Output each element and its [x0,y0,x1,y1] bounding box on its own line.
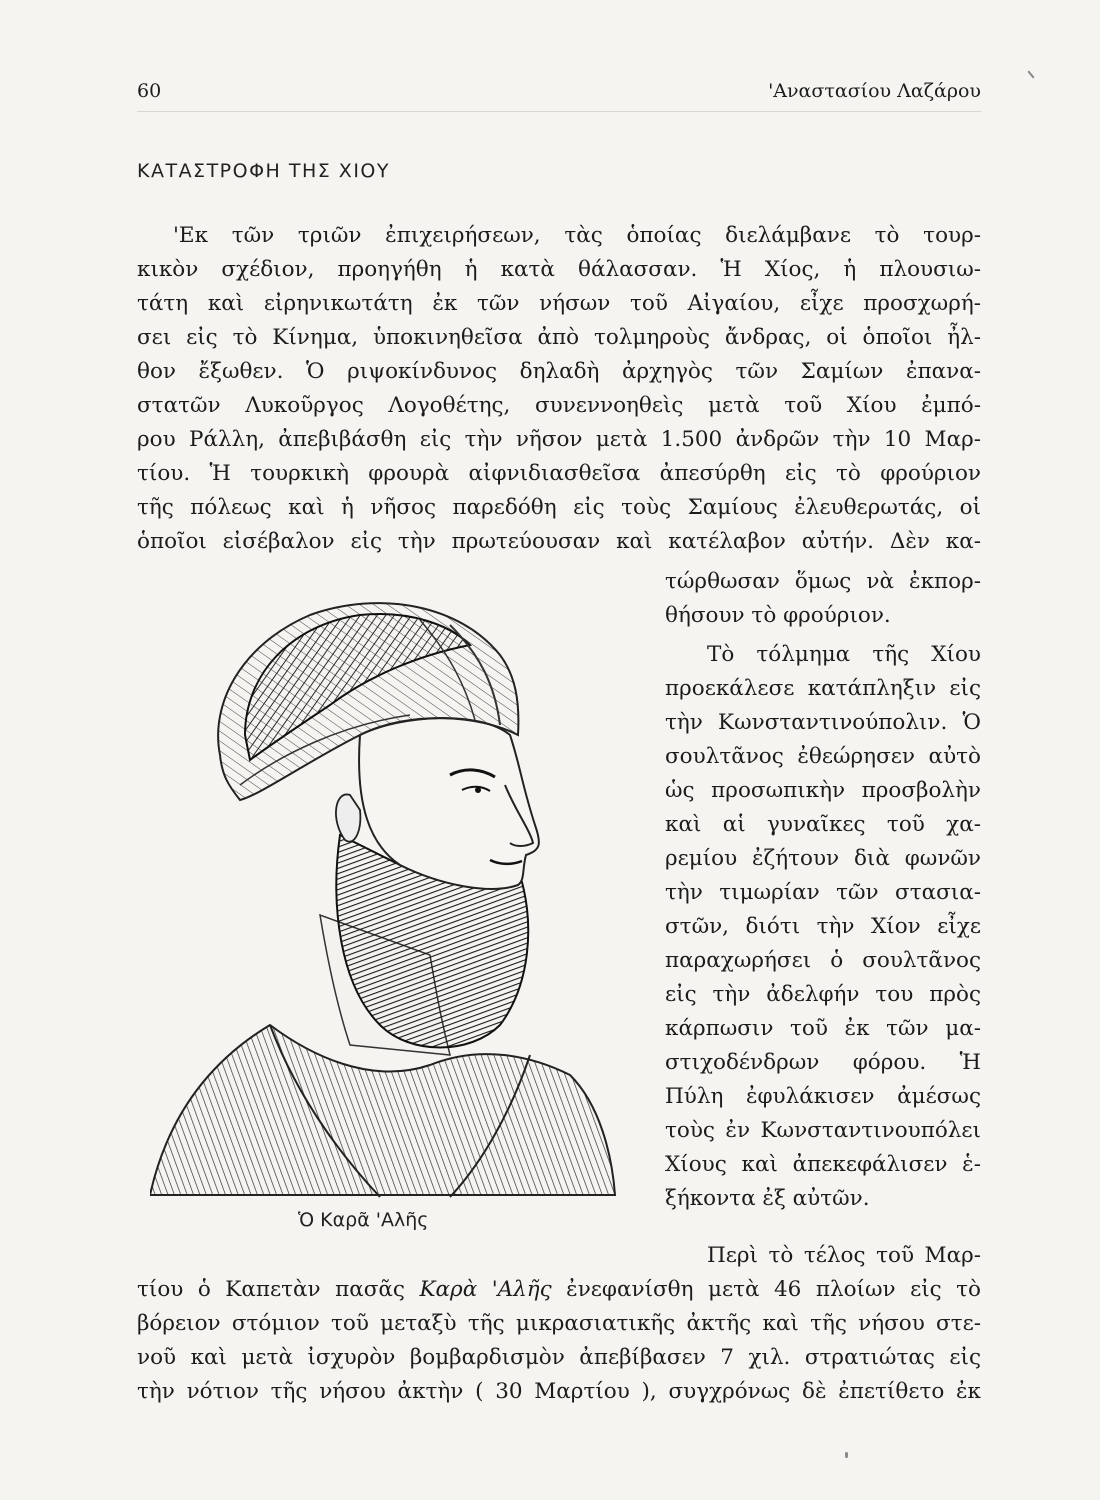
column-text-line: στιχοδένδρων φόρου. Ἡ [665,1050,981,1075]
text-line: θον ἔξωθεν. Ὁ ριψοκίνδυνος δηλαδὴ ἀρχηγὸς τῶν Σαμίων ἐπανα- [137,359,981,384]
column-text-line: Περὶ τὸ τέλος τοῦ Μαρ- [707,1243,981,1268]
text-segment: ἐνεφανίσθη μετὰ 46 πλοίων εἰς τὸ [551,1277,982,1302]
column-text-line: κάρπωσιν τοῦ ἐκ τῶν μα- [665,1016,981,1041]
column-text-line: ξήκοντα ἐξ αὐτῶν. [665,1186,870,1211]
column-text-line: θήσουν τὸ φρούριον. [665,603,891,628]
column-text-line: Χίους καὶ ἀπεκεφάλισεν ἑ- [665,1152,981,1177]
page-number: 60 [137,80,162,102]
text-segment: τίου ὁ Καπετὰν πασᾶς [137,1277,420,1302]
column-text-line: Τὸ τόλμημα τῆς Χίου [707,642,981,667]
column-text-line: προεκάλεσε κατάπληξιν εἰς [665,676,981,701]
portrait-engraving [150,585,620,1200]
column-text-line: ρεμίου ἐζήτουν διὰ φωνῶν [665,846,981,871]
column-text-line: στῶν, διότι τὴν Χίον εἶχε [665,914,981,939]
column-text-line: ὡς προσωπικὴν προσβολὴν [665,778,981,803]
section-title: ΚΑΤΑΣΤΡΟΦΗ ΤΗΣ ΧΙΟΥ [137,160,390,182]
text-line: τάτη καὶ εἰρηνικωτάτη ἐκ τῶν νήσων τοῦ Αἰγαίου, εἶχε προσχωρή- [137,291,981,316]
scan-speck [845,1452,848,1458]
text-line: βόρειον στόμιον τοῦ μεταξὺ τῆς μικρασιατικῆς ἀκτῆς καὶ τῆς νήσου στε- [137,1311,981,1336]
text-line-with-emphasis [137,1273,981,1307]
column-text-line: Πύλη ἐφυλάκισεν ἀμέσως [665,1084,981,1109]
text-line: ρου Ράλλη, ἀπεβιβάσθη εἰς τὴν νῆσον μετὰ 1.500 ἀνδρῶν τὴν 10 Μαρ- [137,427,981,452]
text-line: σει εἰς τὸ Κίνημα, ὑποκινηθεῖσα ἀπὸ τολμηροὺς ἄνδρας, οἱ ὁποῖοι ἦλ- [137,325,981,350]
text-line: νοῦ καὶ μετὰ ἰσχυρὸν βομβαρδισμὸν ἀπεβίβασεν 7 χιλ. στρατιώτας εἰς [137,1345,981,1370]
column-text-line: τὴν Κωνσταντινούπολιν. Ὁ [665,710,981,735]
scan-speck [1027,70,1034,78]
text-line: 'Εκ τῶν τριῶν ἐπιχειρήσεων, τὰς ὁποίας διελάμβανε τὸ τουρ- [173,223,981,248]
text-line: τίου. Ἡ τουρκικὴ φρουρὰ αἰφνιδιασθεῖσα ἀπεσύρθη εἰς τὸ φρούριον [137,461,981,486]
portrait-drawing [150,585,620,1200]
text-line: ὁποῖοι εἰσέβαλον εἰς τὴν πρωτεύουσαν καὶ κατέλαβον αὐτήν. Δὲν κα- [137,529,981,554]
column-text-line: τώρθωσαν ὅμως νὰ ἐκπορ- [665,569,981,594]
text-line: τῆς πόλεως καὶ ἡ νῆσος παρεδόθη εἰς τοὺς Σαμίους ἐλευθερωτάς, οἱ [137,495,981,520]
running-head [137,76,981,108]
text-line: κικὸν σχέδιον, προηγήθη ἡ κατὰ θάλασσαν. Ἡ Χίος, ἡ πλουσιω- [137,257,981,282]
column-text-line: παραχωρήσει ὁ σουλτᾶνος [665,948,981,973]
column-text-line: τὴν τιμωρίαν τῶν στασια- [665,880,981,905]
running-head-author: 'Αναστασίου Λαζάρου [768,80,981,102]
column-text-line: τοὺς ἐν Κωνσταντινουπόλει [665,1118,981,1143]
emphasized-name: Καρὰ 'Αλῆς [419,1277,552,1302]
column-text-line: εἰς τὴν ἀδελφήν του πρὸς [665,982,981,1007]
header-rule [137,111,981,112]
column-text-line: σουλτᾶνος ἐθεώρησεν αὐτὸ [665,744,981,769]
text-line: τὴν νότιον τῆς νήσου ἀκτὴν ( 30 Μαρτίου ), συγχρόνως δὲ ἐπετίθετο ἐκ [137,1379,981,1404]
figure-caption: Ὁ Καρᾶ 'Αλῆς [298,1209,429,1231]
column-text-line: καὶ αἱ γυναῖκες τοῦ χα- [665,812,981,837]
text-line: στατῶν Λυκοῦργος Λογοθέτης, συνεννοηθεὶς μετὰ τοῦ Χίου ἐμπό- [137,393,981,418]
